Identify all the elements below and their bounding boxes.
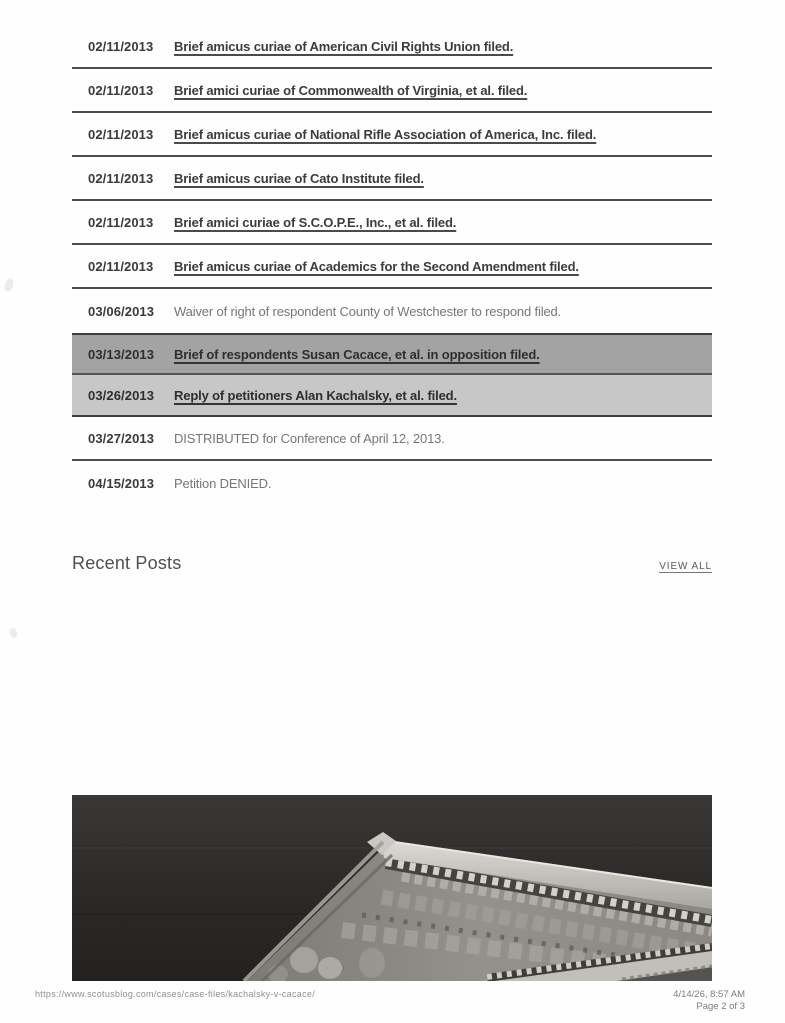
docket-entry-link[interactable]: Brief amici curiae of Commonwealth of Virginia, et al. filed.: [174, 82, 528, 98]
print-footer-url: https://www.scotusblog.com/cases/case-files/kachalsky-v-cacace/: [35, 989, 315, 999]
docket-row: [72, 245, 712, 289]
docket-date: 03/27/2013: [88, 430, 155, 446]
pediment-photo-graphic: [72, 795, 712, 981]
docket-row: [72, 113, 712, 157]
recent-posts-heading: Recent Posts: [72, 553, 182, 573]
docket-date: 02/11/2013: [88, 38, 154, 54]
case-docket-table: [72, 25, 712, 505]
docket-date: 04/15/2013: [88, 475, 155, 491]
docket-entry-text: DISTRIBUTED for Conference of April 12, 2013.: [174, 430, 445, 446]
print-footer-datetime: 4/14/26, 8:57 AM: [673, 989, 745, 1000]
docket-entry-link[interactable]: Brief of respondents Susan Cacace, et al. in opposition filed.: [174, 346, 540, 362]
docket-entry-link[interactable]: Brief amici curiae of S.C.O.P.E., Inc., et al. filed.: [174, 214, 457, 230]
docket-entry-link[interactable]: Brief amicus curiae of Academics for the Second Amendment filed.: [174, 258, 579, 274]
docket-row: [72, 417, 712, 461]
supreme-court-pediment-photo: [72, 795, 712, 981]
docket-row: [72, 461, 712, 505]
docket-row-highlighted: [72, 335, 712, 375]
scan-artifact: [3, 277, 15, 293]
docket-row: [72, 289, 712, 333]
docket-row-highlighted: [72, 375, 712, 415]
docket-date: 02/11/2013: [88, 214, 154, 230]
docket-entry-link[interactable]: Reply of petitioners Alan Kachalsky, et al. filed.: [174, 387, 457, 403]
docket-row: [72, 25, 712, 69]
docket-entry-text: Waiver of right of respondent County of Westchester to respond filed.: [174, 303, 562, 319]
recent-posts-section: [72, 553, 712, 574]
docket-date: 03/06/2013: [88, 303, 155, 319]
docket-entry-text: Petition DENIED.: [174, 475, 272, 491]
docket-date: 02/11/2013: [88, 126, 154, 142]
view-all-link[interactable]: VIEW ALL: [659, 561, 712, 572]
docket-date: 03/13/2013: [88, 346, 155, 362]
docket-date: 02/11/2013: [88, 82, 154, 98]
print-footer-page-number: Page 2 of 3: [696, 1001, 745, 1012]
docket-row: [72, 69, 712, 113]
docket-date: 02/11/2013: [88, 170, 154, 186]
docket-row: [72, 157, 712, 201]
docket-date: 03/26/2013: [88, 387, 155, 403]
docket-entry-link[interactable]: Brief amicus curiae of Cato Institute filed.: [174, 170, 424, 186]
docket-row: [72, 201, 712, 245]
scan-artifact: [9, 627, 18, 638]
docket-entry-link[interactable]: Brief amicus curiae of American Civil Rights Union filed.: [174, 38, 514, 54]
print-footer-meta: [673, 989, 745, 1013]
docket-entry-link[interactable]: Brief amicus curiae of National Rifle Association of America, Inc. filed.: [174, 126, 597, 142]
docket-date: 02/11/2013: [88, 258, 154, 274]
highlighted-rows-block: [72, 333, 712, 417]
